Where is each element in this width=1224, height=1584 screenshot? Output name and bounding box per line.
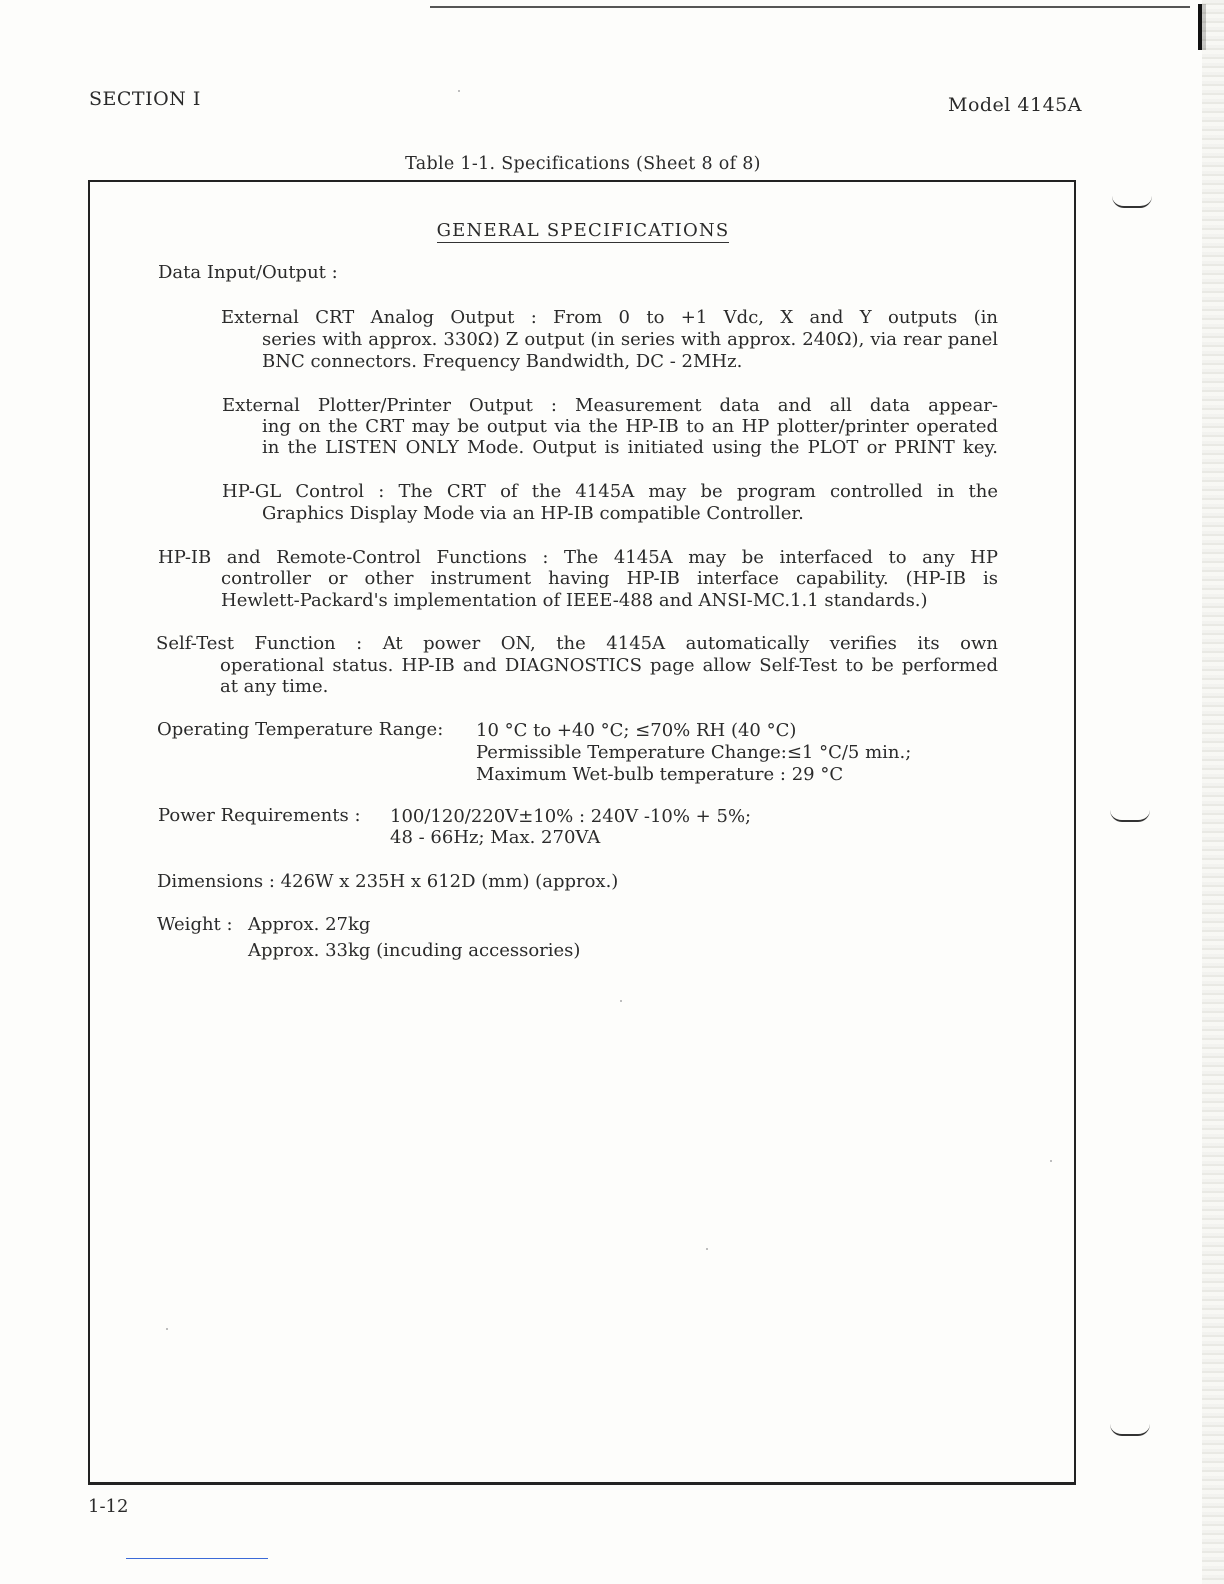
scan-speck (706, 1248, 708, 1250)
weight-line1: Approx. 27kg (248, 914, 371, 935)
scan-edge (1202, 0, 1224, 1584)
crt-output-line1: External CRT Analog Output : From 0 to +1 Vdc, X and Y outputs (in (221, 307, 998, 328)
hpib-functions-line3: Hewlett-Packard's implementation of IEEE-488 and ANSI-MC.1.1 standards.) (221, 590, 928, 611)
scan-blue-line (126, 1558, 268, 1559)
operating-temperature-line1: 10 °C to +40 °C; ≤70% RH (40 °C) (476, 720, 797, 741)
scan-speck (166, 1328, 168, 1330)
self-test-line3: at any time. (220, 676, 329, 697)
punch-hole-mark-top (1112, 196, 1152, 208)
dimensions: Dimensions : 426W x 235H x 612D (mm) (approx.) (157, 871, 619, 892)
data-io-label: Data Input/Output : (158, 262, 338, 283)
top-rule (430, 6, 1190, 8)
model-label: Model 4145A (948, 94, 1082, 116)
plotter-output-line2: ing on the CRT may be output via the HP-IB to an HP plotter/printer operated (262, 416, 998, 437)
scan-speck (1050, 1160, 1052, 1162)
scan-speck (458, 90, 460, 92)
general-specifications-heading: GENERAL SPECIFICATIONS (436, 220, 730, 241)
operating-temperature-line2: Permissible Temperature Change:≤1 °C/5 min.; (476, 742, 912, 763)
plotter-output-line1: External Plotter/Printer Output : Measurement data and all data appear- (222, 395, 998, 416)
hpgl-control-line2: Graphics Display Mode via an HP-IB compatible Controller. (262, 503, 804, 524)
self-test-line2: operational status. HP-IB and DIAGNOSTICS page allow Self-Test to be performed (220, 655, 998, 676)
power-requirements-line1: 100/120/220V±10% : 240V -10% + 5%; (390, 806, 752, 827)
crt-output-line3: BNC connectors. Frequency Bandwidth, DC - 2MHz. (262, 351, 743, 372)
hpib-functions-line1: HP-IB and Remote-Control Functions : The 4145A may be interfaced to any HP (158, 547, 998, 568)
table-caption: Table 1-1. Specifications (Sheet 8 of 8) (405, 154, 761, 174)
scan-speck (620, 1000, 622, 1002)
self-test-line1: Self-Test Function : At power ON, the 4145A automatically verifies its own (156, 633, 998, 654)
hpgl-control-line1: HP-GL Control : The CRT of the 4145A may be program controlled in the (222, 481, 998, 502)
plotter-output-line3: in the LISTEN ONLY Mode. Output is initiated using the PLOT or PRINT key. (262, 437, 998, 458)
section-label: SECTION I (89, 88, 201, 110)
power-requirements-line2: 48 - 66Hz; Max. 270VA (390, 827, 601, 848)
crt-output-line2: series with approx. 330Ω) Z output (in series with approx. 240Ω), via rear panel (262, 329, 998, 350)
hpib-functions-line2: controller or other instrument having HP-IB interface capability. (HP-IB is (221, 568, 998, 589)
operating-temperature-label: Operating Temperature Range: (157, 719, 444, 740)
weight-label: Weight : (157, 914, 233, 935)
page-number: 1-12 (88, 1496, 129, 1517)
power-requirements-label: Power Requirements : (158, 805, 361, 826)
weight-line2: Approx. 33kg (incuding accessories) (248, 940, 581, 961)
operating-temperature-line3: Maximum Wet-bulb temperature : 29 °C (476, 764, 844, 785)
punch-hole-mark-bottom (1110, 1424, 1150, 1436)
punch-hole-mark-middle (1110, 810, 1150, 822)
